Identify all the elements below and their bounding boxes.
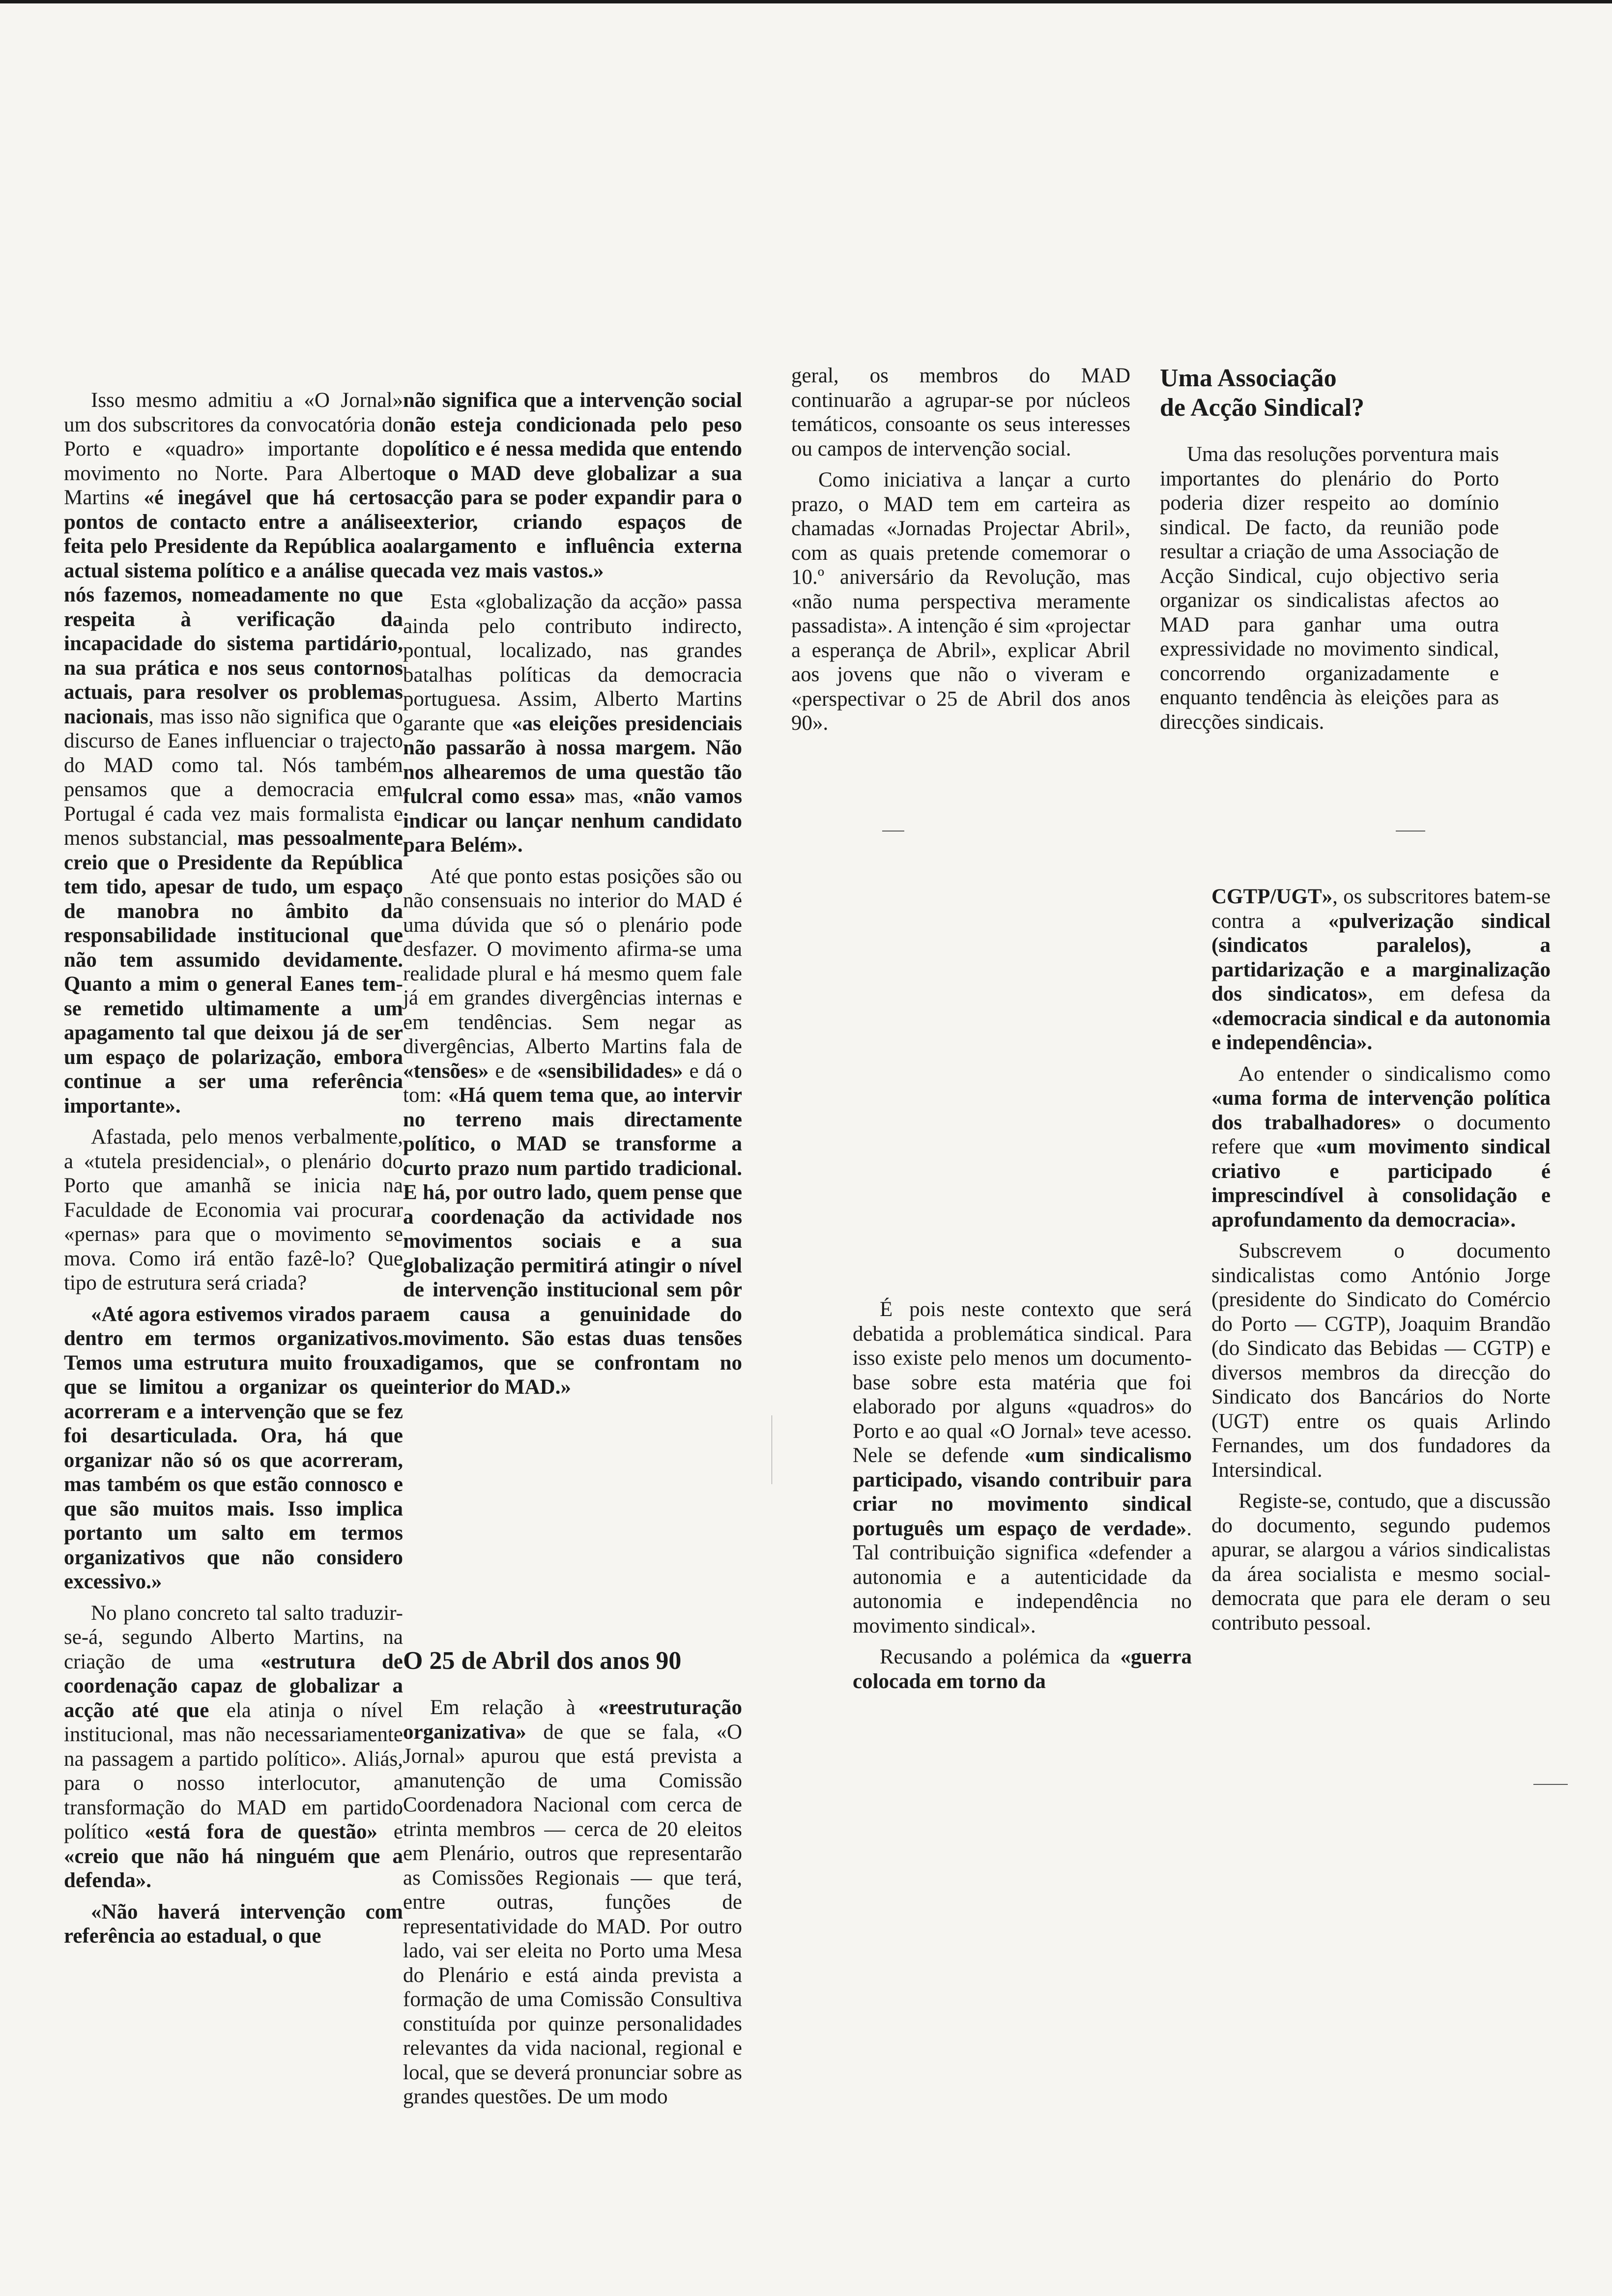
paragraph: Em relação à «reestruturação organizativa» de que se fala, «O Jornal» apurou que está prevista a manutenção de uma Comissão Coordenadora Nacional com cerca de trinta membros — cerca de 20 eleitos em Plenário, outros que representarão as Comissões Regionais — que terá, entre outras, funções de representatividade do MAD. Por outro lado, vai ser eleita no Porto uma Mesa do Plenário e está ainda prevista a formação de uma Comissão Consultiva constituída por quinze personalidades relevantes da vida nacional, regional e local, que se deverá pronunciar sobre as grandes questões. De um modo (403, 1696, 742, 2108)
subheading-25-abril: O 25 de Abril dos anos 90 (403, 1647, 682, 1675)
subheading-associacao-sindical: Uma Associação de Acção Sindical? (1160, 364, 1365, 422)
scan-dash (1533, 1784, 1568, 1785)
paragraph: geral, os membros do MAD continuarão a agrupar-se por núcleos temáticos, consoante os seus interesses ou campos de intervenção social. (791, 364, 1130, 460)
paragraph: não significa que a intervenção social não esteja condicionada pelo peso político e é nessa medida que entendo que o MAD deve globalizar a sua acção para se poder expandir para o exterior, criando espaços de alargamento e influência externa cada vez mais vastos.» (403, 389, 742, 582)
article-column-2-continued (403, 1646, 742, 2116)
paragraph: Como iniciativa a lançar a curto prazo, o MAD tem em carteira as chamadas «Jornadas Projectar Abril», com as quais pretende comemorar o 10.º aniversário da Revolução, mas «não numa perspectiva meramente passadista». A intenção é sim «projectar a esperança de Abril», explicar Abril aos jovens que não o viveram e «perspectivar o 25 de Abril dos anos 90». (791, 468, 1130, 735)
paragraph: Recusando a polémica da «guerra colocada em torno da (853, 1645, 1192, 1693)
paragraph: Registe-se, contudo, que a discussão do documento, segundo pudemos apurar, se alargou a vários sindicalistas da área socialista e mesmo social-democrata que para ele deram o seu contributo pessoal. (1211, 1490, 1551, 1635)
article-column-3 (791, 364, 1130, 743)
paragraph: «Até agora estivemos virados para dentro em termos organizativos. Temos uma estrutura muito frouxa que se limitou a organizar os que acorreram e a intervenção que se fez foi desarticulada. Ora, há que organizar não só os que acorreram, mas também os que estão connosco e que são muitos mais. Isso implica portanto um salto em termos organizativos que não considero excessivo.» (64, 1302, 403, 1593)
article-column-4-continued (1211, 885, 1551, 1642)
scan-dash (882, 831, 904, 832)
paragraph: Afastada, pelo menos verbalmente, a «tutela presidencial», o plenário do Porto que amanhã se inicia na Faculdade de Economia vai procurar «pernas» para que o movimento se mova. Como irá então fazê-lo? Que tipo de estrutura será criada? (64, 1125, 403, 1294)
paragraph: Subscrevem o documento sindicalistas como António Jorge (presidente do Sindicato do Comércio do Porto — CGTP), Joaquim Brandão (do Sindicato das Bebidas — CGTP) e diversos membros da direcção do Sindicato dos Bancários do Norte (UGT) entre os quais Arlindo Fernandes, um dos fundadores da Intersindical. (1211, 1239, 1551, 1482)
paragraph: CGTP/UGT», os subscritores batem-se contra a «pulverização sindical (sindicatos paralelos), a partidarização e a marginalização dos sindicatos», em defesa da «democracia sindical e da autonomia e independência». (1211, 885, 1551, 1054)
article-column-1 (64, 388, 403, 1955)
paragraph: Uma das resoluções porventura mais importantes do plenário do Porto poderia dizer respeito ao domínio sindical. De facto, da reunião pode resultar a criação de uma Associação de Acção Sindical, cujo objectivo seria organizar os sindicalistas afectos ao MAD para ganhar uma outra expressividade no movimento sindical, concorrendo organizadamente e enquanto tendência às eleições para as direcções sindicais. (1160, 443, 1499, 734)
paragraph: «Não haverá intervenção com referência ao estadual, o que (64, 1900, 403, 1948)
paragraph: Isso mesmo admitiu a «O Jornal» um dos subscritores da convocatória do Porto e «quadro» importante do movimento no Norte. Para Alberto Martins «é inegável que há certos pontos de contacto entre a análise feita pelo Presidente da República ao actual sistema político e a análise que nós fazemos, nomeadamente no que respeita à verificação da incapacidade do sistema partidário, na sua prática e nos seus contornos actuais, para resolver os problemas nacionais, mas isso não significa que o discurso de Eanes influenciar o trajecto do MAD como tal. Nós também pensamos que a democracia em Portugal é cada vez mais formalista e menos substancial, mas pessoalmente creio que o Presidente da República tem tido, apesar de tudo, um espaço de manobra no âmbito da responsabilidade institucional que não tem assumido devidamente. Quanto a mim o general Eanes tem-se remetido ultimamente a um apagamento tal que deixou já de ser um espaço de polarização, embora continue a ser uma referência importante». (64, 389, 403, 1118)
article-column-4 (1160, 364, 1499, 741)
article-column-2 (403, 388, 742, 1406)
paragraph: No plano concreto tal salto traduzir-se-á, segundo Alberto Martins, na criação de uma «estrutura de coordenação capaz de globalizar a acção até que ela atinja o nível institucional, mas não necessariamente na passagem a partido político». Aliás, para o nosso interlocutor, a transformação do MAD em partido político «está fora de questão» e «creio que não há ninguém que a defenda». (64, 1601, 403, 1892)
scan-dash (1396, 831, 1425, 832)
paragraph: Esta «globalização da acção» passa ainda pelo contributo indirecto, pontual, localizado, nas grandes batalhas políticas da democracia portuguesa. Assim, Alberto Martins garante que «as eleições presidenciais não passarão à nossa margem. Não nos alhearemos de uma questão tão fulcral como essa» mas, «não vamos indicar ou lançar nenhum candidato para Belém». (403, 590, 742, 857)
paragraph: Até que ponto estas posições são ou não consensuais no interior do MAD é uma dúvida que só o plenário pode desfazer. O movimento afirma-se uma realidade plural e há mesmo quem fale já em grandes divergências internas e em tendências. Sem negar as divergências, Alberto Martins fala de «tensões» e de «sensibilidades» e dá o tom: «Há quem tema que, ao intervir no terreno mais directamente político, o MAD se transforme a curto prazo num partido tradicional. E há, por outro lado, quem pense que a coordenação da actividade nos movimentos sociais e a sua globalização permitirá atingir o nível de intervenção institucional sem pôr em causa a genuinidade do movimento. São estas duas tensões digamos, que se confrontam no interior do MAD.» (403, 864, 743, 1399)
paragraph: É pois neste contexto que será debatida a problemática sindical. Para isso existe pelo menos um documento-base sobre esta matéria que foi elaborado por alguns «quadros» do Porto e ao qual «O Jornal» teve acesso. Nele se defende «um sindicalismo participado, visando contribuir para criar no movimento sindical português um espaço de verdade». Tal contribuição significa «defender a autonomia e a autenticidade da autonomia e independência no movimento sindical». (853, 1298, 1192, 1637)
paragraph: Ao entender o sindicalismo como «uma forma de intervenção política dos trabalhadores» o documento refere que «um movimento sindical criativo e participado é imprescindível à consolidação e aprofundamento da democracia». (1211, 1062, 1551, 1232)
page-top-rule (0, 0, 1612, 3)
article-column-3-continued (853, 1297, 1192, 1700)
